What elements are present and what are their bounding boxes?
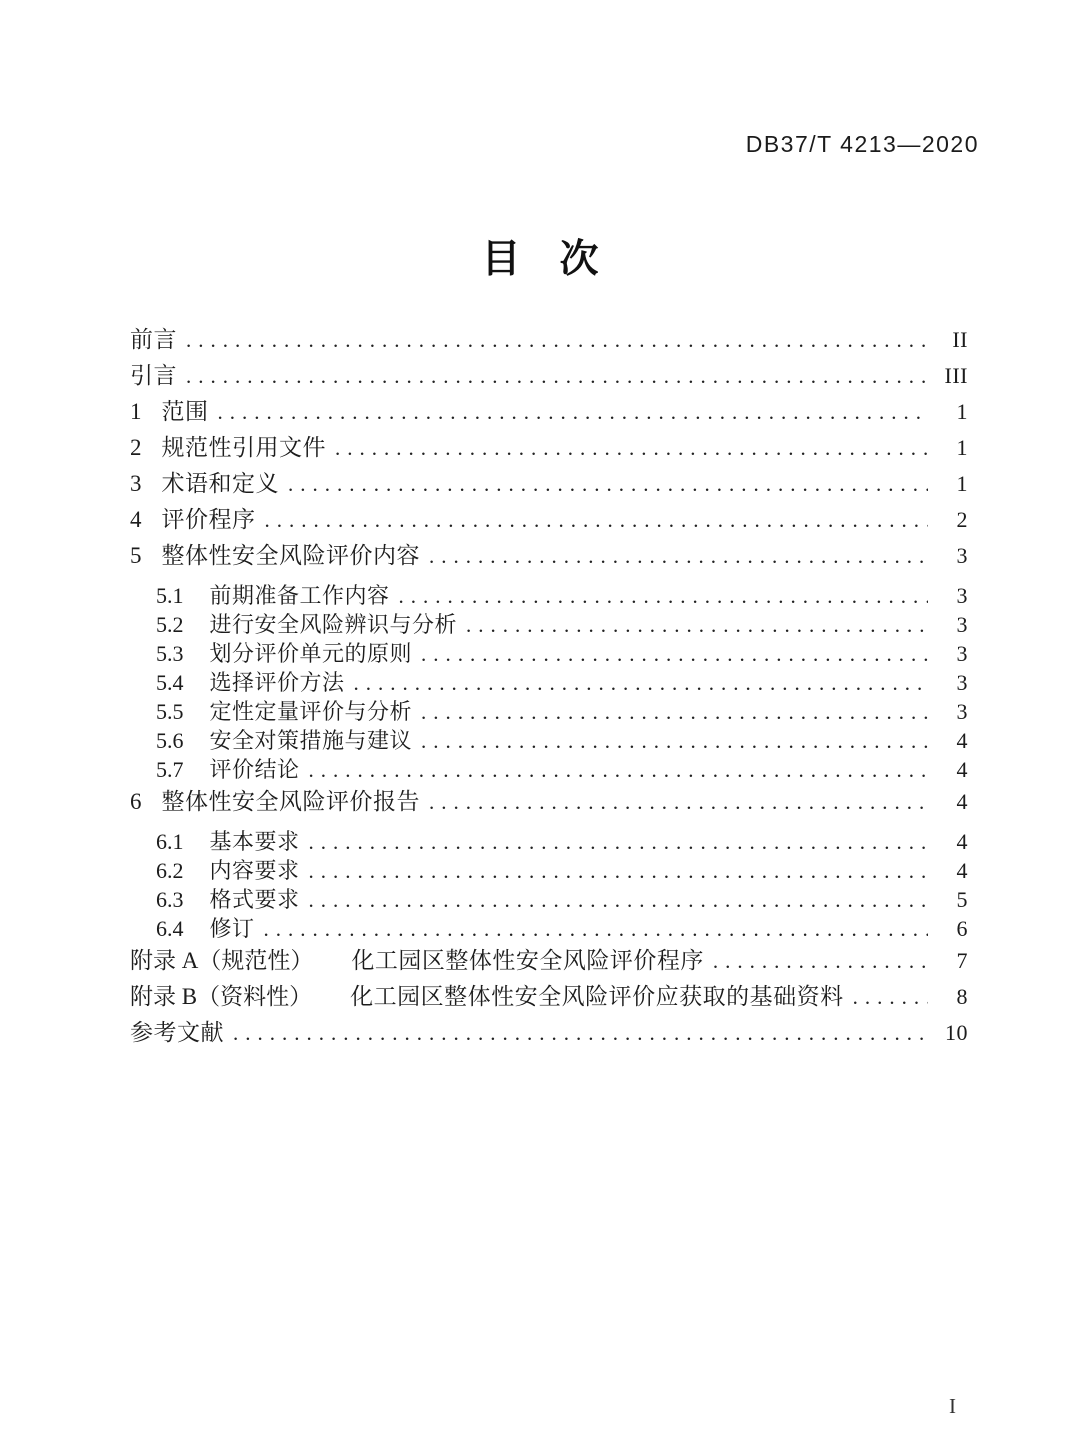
toc-item-number: 1 — [130, 399, 142, 424]
toc-item-label: 前言 — [130, 327, 177, 352]
toc-item — [130, 979, 968, 1015]
document-number: DB37/T 4213—2020 — [745, 131, 979, 157]
toc-item-page: 6 — [956, 916, 968, 941]
toc-item-page: 4 — [956, 858, 968, 883]
toc-dot-leader-icon — [186, 322, 928, 358]
toc-dot-leader-icon — [288, 466, 928, 502]
toc-item — [130, 856, 968, 885]
toc-item-number: 6.2 — [156, 858, 184, 883]
toc-item — [130, 914, 968, 943]
toc-dot-leader-icon — [186, 358, 928, 394]
toc-item-label: 进行安全风险辨识与分析 — [209, 612, 458, 637]
toc-dot-leader-icon — [713, 943, 928, 979]
toc-item — [130, 394, 968, 430]
toc-item-number: 附录 B（资料性） — [130, 984, 313, 1009]
toc-item-label: 定性定量评价与分析 — [209, 699, 413, 724]
toc-item-page: III — [944, 363, 968, 388]
toc-item-page: 4 — [956, 829, 968, 854]
toc-item — [130, 358, 968, 394]
toc-item-page: 2 — [956, 507, 968, 532]
toc-dot-leader-icon — [421, 727, 928, 756]
toc-item-number: 6 — [130, 789, 142, 814]
toc-item — [130, 697, 968, 726]
toc-item-page: 5 — [956, 887, 968, 912]
page-title: 目 次 — [481, 238, 599, 281]
toc-item — [130, 639, 968, 668]
toc-dot-leader-icon — [399, 582, 928, 611]
toc-item — [130, 668, 968, 697]
toc-item-label: 选择评价方法 — [209, 670, 345, 695]
toc-item-page: 4 — [956, 757, 968, 782]
toc-item-label: 引言 — [130, 363, 177, 388]
toc-item-number: 5.3 — [156, 641, 184, 666]
toc-item-label: 划分评价单元的原则 — [209, 641, 413, 666]
toc-item-number: 5.7 — [156, 757, 184, 782]
toc-item-number: 附录 A（规范性） — [130, 948, 314, 973]
toc-item-label: 规范性引用文件 — [161, 435, 326, 460]
toc-item-page: II — [952, 327, 968, 352]
toc-item — [130, 610, 968, 639]
toc-item-page: 3 — [956, 543, 968, 568]
toc-item-page: 1 — [956, 471, 968, 496]
toc-item-label: 整体性安全风险评价内容 — [161, 543, 420, 568]
toc-item — [130, 1015, 968, 1051]
toc-dot-leader-icon — [421, 698, 928, 727]
toc-item-label: 格式要求 — [209, 887, 300, 912]
toc-item — [130, 322, 968, 358]
toc-item — [130, 885, 968, 914]
toc-dot-leader-icon — [233, 1015, 928, 1051]
toc-item — [130, 502, 968, 538]
toc-item-page: 3 — [956, 583, 968, 608]
toc-item-label: 安全对策措施与建议 — [209, 728, 413, 753]
toc-dot-leader-icon — [218, 394, 929, 430]
toc-item-number: 3 — [130, 471, 142, 496]
toc-item-number: 4 — [130, 507, 142, 532]
toc-item-page: 3 — [956, 699, 968, 724]
toc-dot-leader-icon — [335, 430, 928, 466]
toc-item-label: 基本要求 — [209, 829, 300, 854]
toc-item-page: 1 — [956, 435, 968, 460]
toc-dot-leader-icon — [354, 669, 928, 698]
toc-dot-leader-icon — [429, 538, 928, 574]
footer-page-number: I — [949, 1394, 956, 1418]
toc-dot-leader-icon — [429, 784, 928, 820]
toc-item — [130, 466, 968, 502]
toc-item — [130, 784, 968, 820]
toc-item-page: 4 — [956, 789, 968, 814]
toc-item-number: 2 — [130, 435, 142, 460]
toc-item-page: 10 — [945, 1020, 968, 1045]
toc-item — [130, 827, 968, 856]
toc-item-number: 5.1 — [156, 583, 184, 608]
toc-item-label: 范围 — [161, 399, 209, 424]
toc-dot-leader-icon — [421, 640, 928, 669]
toc-dot-leader-icon — [309, 886, 928, 915]
toc-dot-leader-icon — [264, 915, 928, 944]
toc-item-label: 前期准备工作内容 — [209, 583, 390, 608]
toc-item-number: 5 — [130, 543, 142, 568]
toc-item — [130, 538, 968, 574]
toc-dot-leader-icon — [265, 502, 929, 538]
toc-item-page: 3 — [956, 612, 968, 637]
toc-item-label: 术语和定义 — [161, 471, 279, 496]
toc-item-number: 5.6 — [156, 728, 184, 753]
toc-dot-leader-icon — [309, 756, 928, 785]
toc-item-label: 修订 — [209, 916, 255, 941]
toc-dot-leader-icon — [466, 611, 928, 640]
toc-item — [130, 430, 968, 466]
toc-item-number: 6.1 — [156, 829, 184, 854]
toc-item-number: 6.4 — [156, 916, 184, 941]
toc-item-number: 5.5 — [156, 699, 184, 724]
toc-item-page: 1 — [956, 399, 968, 424]
toc-item — [130, 726, 968, 755]
toc-item-label: 化工园区整体性安全风险评价应获取的基础资料 — [350, 984, 844, 1009]
toc-item-label: 化工园区整体性安全风险评价程序 — [351, 948, 704, 973]
toc-item-page: 7 — [956, 948, 968, 973]
toc-item-number: 5.2 — [156, 612, 184, 637]
toc-item-number: 6.3 — [156, 887, 184, 912]
toc-item-number: 5.4 — [156, 670, 184, 695]
toc-item-page: 3 — [956, 641, 968, 666]
toc-item-label: 整体性安全风险评价报告 — [161, 789, 420, 814]
toc-item — [130, 943, 968, 979]
table-of-contents — [130, 322, 968, 1051]
toc-dot-leader-icon — [853, 979, 928, 1015]
toc-dot-leader-icon — [309, 828, 928, 857]
toc-item-page: 3 — [956, 670, 968, 695]
toc-item-label: 内容要求 — [209, 858, 300, 883]
toc-item — [130, 581, 968, 610]
toc-dot-leader-icon — [309, 857, 928, 886]
toc-item-label: 参考文献 — [130, 1020, 224, 1045]
toc-item-page: 8 — [956, 984, 968, 1009]
toc-item-label: 评价程序 — [161, 507, 256, 532]
toc-item — [130, 755, 968, 784]
toc-item-label: 评价结论 — [209, 757, 300, 782]
toc-item-page: 4 — [956, 728, 968, 753]
